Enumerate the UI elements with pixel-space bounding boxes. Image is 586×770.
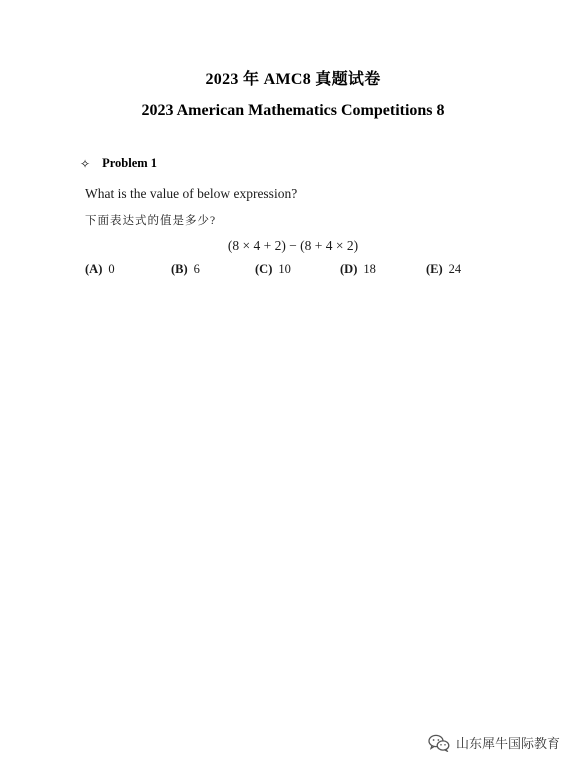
choice-letter: (C)	[255, 262, 273, 276]
watermark	[428, 733, 560, 752]
choice-a	[85, 262, 115, 277]
choice-letter: (A)	[85, 262, 103, 276]
diamond-icon: ✧	[80, 156, 91, 171]
document-title-cn: 2023 年 AMC8 真题试卷	[205, 71, 381, 88]
choice-value: 24	[448, 262, 462, 276]
choice-letter: (E)	[426, 262, 443, 276]
problem-label: Problem 1	[102, 156, 158, 170]
choice-d	[340, 262, 376, 277]
choice-b	[171, 262, 200, 277]
choice-value: 18	[363, 262, 376, 276]
choice-value: 0	[108, 262, 115, 276]
choice-letter: (B)	[171, 262, 188, 276]
problem-header	[80, 156, 157, 171]
question-chinese: 下面表达式的值是多少?	[85, 215, 217, 227]
watermark-text: 山东犀牛国际教育	[456, 737, 561, 752]
wechat-icon	[428, 734, 450, 752]
document-title-en: 2023 American Mathematics Competitions 8	[141, 102, 445, 119]
math-expression: (8 × 4 + 2) − (8 + 4 × 2)	[227, 238, 359, 253]
choice-e	[426, 262, 461, 277]
choice-letter: (D)	[340, 262, 358, 276]
choice-value: 6	[193, 262, 200, 276]
choice-value: 10	[278, 262, 291, 276]
question-english: What is the value of below expression?	[85, 186, 298, 201]
choice-c	[255, 262, 291, 277]
